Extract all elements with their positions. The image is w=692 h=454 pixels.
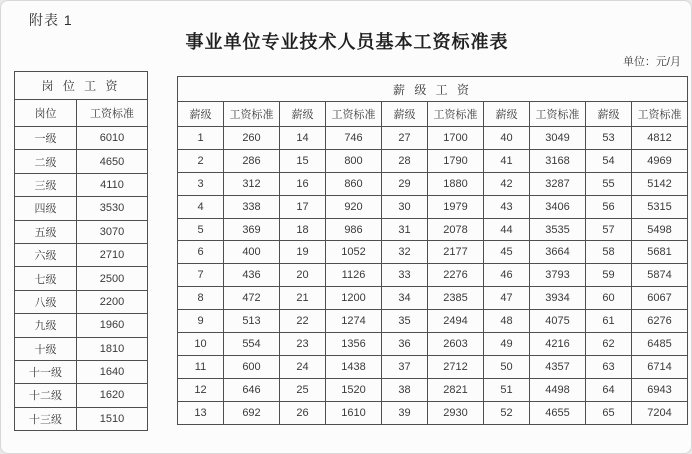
table-cell: 1356 <box>326 333 382 356</box>
table-cell: 400 <box>224 241 280 264</box>
table-cell: 4650 <box>77 150 148 173</box>
table-cell: 15 <box>280 149 326 172</box>
table-cell: 29 <box>382 172 428 195</box>
table-cell: 4969 <box>632 149 688 172</box>
table-cell: 2930 <box>428 401 484 424</box>
table-cell: 九级 <box>15 314 77 337</box>
table-cell: 22 <box>280 310 326 333</box>
table-cell: 260 <box>224 127 280 150</box>
table-cell: 472 <box>224 287 280 310</box>
table-cell: 5 <box>178 218 224 241</box>
table-cell: 31 <box>382 218 428 241</box>
position-salary-table <box>14 71 148 431</box>
table-cell: 64 <box>586 378 632 401</box>
table-cell: 18 <box>280 218 326 241</box>
table-row <box>15 150 148 173</box>
table-cell: 47 <box>484 287 530 310</box>
table-cell: 27 <box>382 127 428 150</box>
table-cell: 33 <box>382 264 428 287</box>
table-cell: 37 <box>382 355 428 378</box>
table-row <box>178 378 688 401</box>
table-cell: 十二级 <box>15 384 77 407</box>
table-cell: 七级 <box>15 267 77 290</box>
table-cell: 32 <box>382 241 428 264</box>
table-cell: 51 <box>484 378 530 401</box>
table-cell: 24 <box>280 355 326 378</box>
table-cell: 35 <box>382 310 428 333</box>
table-cell: 十一级 <box>15 360 77 383</box>
table-cell: 20 <box>280 264 326 287</box>
table-cell: 3049 <box>530 127 586 150</box>
table-cell: 2177 <box>428 241 484 264</box>
table-cell: 7 <box>178 264 224 287</box>
table-cell: 1 <box>178 127 224 150</box>
table-cell: 五级 <box>15 220 77 243</box>
table-cell: 2712 <box>428 355 484 378</box>
table-cell: 1640 <box>77 360 148 383</box>
table-cell: 1979 <box>428 195 484 218</box>
table-row <box>15 290 148 313</box>
table-group-header: 薪 级 工 资 <box>178 77 688 102</box>
table-cell: 23 <box>280 333 326 356</box>
column-header: 岗位 <box>15 100 77 127</box>
table-cell: 50 <box>484 355 530 378</box>
table-cell: 36 <box>382 333 428 356</box>
table-cell: 9 <box>178 310 224 333</box>
table-cell: 1052 <box>326 241 382 264</box>
table-cell: 41 <box>484 149 530 172</box>
table-cell: 58 <box>586 241 632 264</box>
table-cell: 986 <box>326 218 382 241</box>
table-cell: 920 <box>326 195 382 218</box>
column-header: 工资标准 <box>632 102 688 127</box>
table-column-header-row <box>178 102 688 127</box>
table-cell: 一级 <box>15 127 77 150</box>
table-cell: 1126 <box>326 264 382 287</box>
table-cell: 1960 <box>77 314 148 337</box>
table-cell: 四级 <box>15 197 77 220</box>
column-header: 工资标准 <box>224 102 280 127</box>
table-cell: 42 <box>484 172 530 195</box>
column-header: 工资标准 <box>326 102 382 127</box>
table-cell: 60 <box>586 287 632 310</box>
table-cell: 43 <box>484 195 530 218</box>
table-cell: 6276 <box>632 310 688 333</box>
table-cell: 6714 <box>632 355 688 378</box>
table-cell: 1510 <box>77 407 148 430</box>
table-cell: 4110 <box>77 173 148 196</box>
table-cell: 6943 <box>632 378 688 401</box>
table-cell: 49 <box>484 333 530 356</box>
table-cell: 1620 <box>77 384 148 407</box>
table-cell: 4216 <box>530 333 586 356</box>
table-cell: 1520 <box>326 378 382 401</box>
table-cell: 3406 <box>530 195 586 218</box>
table-cell: 1610 <box>326 401 382 424</box>
table-group-header-row <box>15 72 148 100</box>
table-cell: 2200 <box>77 290 148 313</box>
table-group-header-row <box>178 77 688 102</box>
table-row <box>15 314 148 337</box>
table-cell: 二级 <box>15 150 77 173</box>
table-cell: 59 <box>586 264 632 287</box>
table-cell: 10 <box>178 333 224 356</box>
table-cell: 三级 <box>15 173 77 196</box>
table-cell: 55 <box>586 172 632 195</box>
table-row <box>178 287 688 310</box>
table-cell: 4812 <box>632 127 688 150</box>
table-cell: 44 <box>484 218 530 241</box>
table-cell: 38 <box>382 378 428 401</box>
table-cell: 26 <box>280 401 326 424</box>
table-cell: 1200 <box>326 287 382 310</box>
table-cell: 6485 <box>632 333 688 356</box>
column-header: 薪级 <box>484 102 530 127</box>
column-header: 薪级 <box>382 102 428 127</box>
table-cell: 17 <box>280 195 326 218</box>
table-cell: 六级 <box>15 243 77 266</box>
table-cell: 338 <box>224 195 280 218</box>
table-cell: 30 <box>382 195 428 218</box>
table-cell: 3070 <box>77 220 148 243</box>
table-cell: 34 <box>382 287 428 310</box>
table-cell: 513 <box>224 310 280 333</box>
table-cell: 3793 <box>530 264 586 287</box>
table-cell: 2710 <box>77 243 148 266</box>
column-header: 工资标准 <box>77 100 148 127</box>
table-cell: 3664 <box>530 241 586 264</box>
table-cell: 1438 <box>326 355 382 378</box>
table-row <box>178 127 688 150</box>
table-cell: 2 <box>178 149 224 172</box>
table-cell: 45 <box>484 241 530 264</box>
table-cell: 746 <box>326 127 382 150</box>
table-cell: 1274 <box>326 310 382 333</box>
table-cell: 286 <box>224 149 280 172</box>
table-cell: 600 <box>224 355 280 378</box>
table-row <box>15 220 148 243</box>
table-cell: 53 <box>586 127 632 150</box>
table-row <box>15 384 148 407</box>
table-cell: 2078 <box>428 218 484 241</box>
column-header: 薪级 <box>178 102 224 127</box>
table-cell: 646 <box>224 378 280 401</box>
page-title: 事业单位专业技术人员基本工资标准表 <box>185 32 509 52</box>
table-cell: 1700 <box>428 127 484 150</box>
table-cell: 692 <box>224 401 280 424</box>
table-cell: 3934 <box>530 287 586 310</box>
table-cell: 554 <box>224 333 280 356</box>
table-row <box>15 267 148 290</box>
table-cell: 2385 <box>428 287 484 310</box>
table-cell: 4 <box>178 195 224 218</box>
table-row <box>15 360 148 383</box>
table-row <box>15 173 148 196</box>
table-cell: 3535 <box>530 218 586 241</box>
table-cell: 2276 <box>428 264 484 287</box>
table-cell: 2494 <box>428 310 484 333</box>
salary-grade-table <box>177 76 688 425</box>
table-row <box>178 218 688 241</box>
table-cell: 八级 <box>15 290 77 313</box>
table-cell: 2603 <box>428 333 484 356</box>
table-cell: 40 <box>484 127 530 150</box>
table-cell: 5874 <box>632 264 688 287</box>
table-cell: 6 <box>178 241 224 264</box>
table-cell: 57 <box>586 218 632 241</box>
table-cell: 5498 <box>632 218 688 241</box>
table-cell: 39 <box>382 401 428 424</box>
table-row <box>15 407 148 430</box>
table-cell: 860 <box>326 172 382 195</box>
table-cell: 2500 <box>77 267 148 290</box>
table-row <box>178 333 688 356</box>
table-cell: 5315 <box>632 195 688 218</box>
table-column-header-row <box>15 100 148 127</box>
table-cell: 1790 <box>428 149 484 172</box>
table-cell: 25 <box>280 378 326 401</box>
table-cell: 3168 <box>530 149 586 172</box>
table-cell: 46 <box>484 264 530 287</box>
table-cell: 369 <box>224 218 280 241</box>
table-cell: 8 <box>178 287 224 310</box>
table-cell: 11 <box>178 355 224 378</box>
table-cell: 4075 <box>530 310 586 333</box>
column-header: 工资标准 <box>530 102 586 127</box>
table-cell: 61 <box>586 310 632 333</box>
table-cell: 436 <box>224 264 280 287</box>
table-cell: 48 <box>484 310 530 333</box>
table-cell: 1810 <box>77 337 148 360</box>
table-cell: 65 <box>586 401 632 424</box>
table-cell: 5142 <box>632 172 688 195</box>
table-cell: 63 <box>586 355 632 378</box>
table-cell: 14 <box>280 127 326 150</box>
table-cell: 28 <box>382 149 428 172</box>
column-header: 工资标准 <box>428 102 484 127</box>
table-cell: 4655 <box>530 401 586 424</box>
column-header: 薪级 <box>586 102 632 127</box>
table-cell: 3287 <box>530 172 586 195</box>
table-cell: 16 <box>280 172 326 195</box>
table-cell: 12 <box>178 378 224 401</box>
table-cell: 3 <box>178 172 224 195</box>
table-cell: 800 <box>326 149 382 172</box>
table-cell: 4498 <box>530 378 586 401</box>
table-cell: 十级 <box>15 337 77 360</box>
table-cell: 6067 <box>632 287 688 310</box>
table-cell: 54 <box>586 149 632 172</box>
table-row <box>178 310 688 333</box>
table-cell: 312 <box>224 172 280 195</box>
table-row <box>15 243 148 266</box>
table-cell: 2821 <box>428 378 484 401</box>
table-cell: 62 <box>586 333 632 356</box>
table-cell: 52 <box>484 401 530 424</box>
table-cell: 1880 <box>428 172 484 195</box>
unit-label: 单位：元/月 <box>622 56 681 68</box>
table-row <box>178 149 688 172</box>
table-row <box>178 172 688 195</box>
table-group-header: 岗 位 工 资 <box>15 72 148 100</box>
table-cell: 3530 <box>77 197 148 220</box>
table-row <box>178 401 688 424</box>
table-cell: 56 <box>586 195 632 218</box>
column-header: 薪级 <box>280 102 326 127</box>
table-cell: 6010 <box>77 127 148 150</box>
table-cell: 21 <box>280 287 326 310</box>
table-row <box>15 337 148 360</box>
table-cell: 4357 <box>530 355 586 378</box>
table-cell: 19 <box>280 241 326 264</box>
table-row <box>178 241 688 264</box>
table-row <box>178 195 688 218</box>
table-cell: 13 <box>178 401 224 424</box>
table-cell: 十三级 <box>15 407 77 430</box>
table-cell: 5681 <box>632 241 688 264</box>
table-row <box>178 264 688 287</box>
table-row <box>15 197 148 220</box>
table-cell: 7204 <box>632 401 688 424</box>
table-row <box>15 127 148 150</box>
table-row <box>178 355 688 378</box>
appendix-label: 附表 1 <box>29 12 73 28</box>
